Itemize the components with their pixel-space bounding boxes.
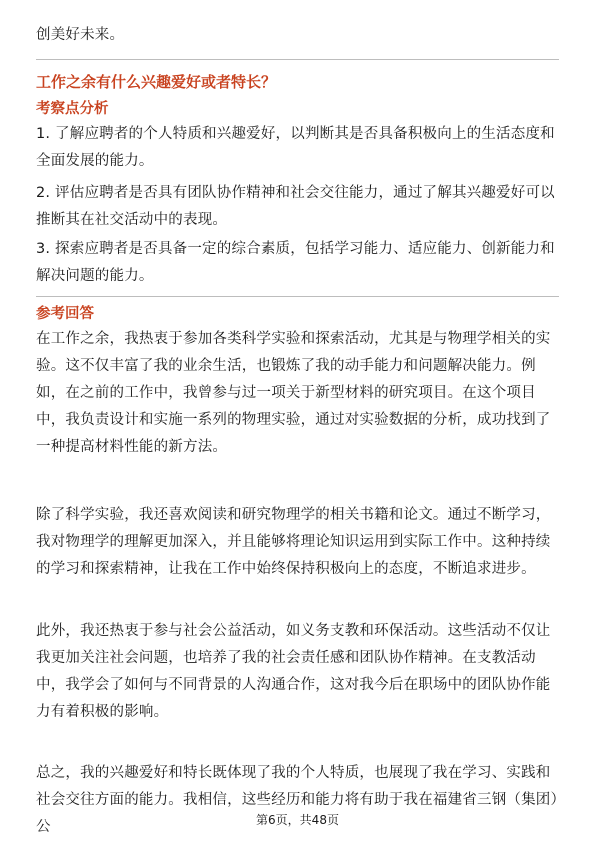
section-divider xyxy=(36,296,559,297)
answer-paragraph-3: 此外，我还热衷于参与社会公益活动，如义务支教和环保活动。这些活动不仅让我更加关注社会问题，也培养了我的社会责任感和团队协作精神。在支教活动中，我学会了如何与不同背景的人沟通合作，这对我今后在职场中的团队协作能力有着积极的影响。 xyxy=(36,623,551,720)
section-divider xyxy=(36,59,559,60)
answer-paragraph-1: 在工作之余，我热衷于参加各类科学实验和探索活动，尤其是与物理学相关的实验。这不仅丰富了我的业余生活，也锻炼了我的动手能力和问题解决能力。例如，在之前的工作中，我曾参与过一项关于新型材料的研究项目。在这个项目中，我负责设计和实施一系列的物理实验，通过对实验数据的分析，成功找到了一种提高材料性能的新方法。 xyxy=(36,331,551,455)
analysis-heading: 考察点分析 xyxy=(36,101,109,117)
analysis-point-1: 1. 了解应聘者的个人特质和兴趣爱好，以判断其是否具备积极向上的生活态度和全面发展的能力。 xyxy=(36,126,555,169)
answer-heading: 参考回答 xyxy=(36,306,94,322)
answer-paragraph-4: 总之，我的兴趣爱好和特长既体现了我的个人特质，也展现了我在学习、实践和社会交往方面的能力。我相信，这些经历和能力将有助于我在福建省三钢（集团）公 xyxy=(36,765,558,835)
page-number: 第6页，共48页 xyxy=(256,813,339,827)
previous-answer-tail: 创美好未来。 xyxy=(36,27,125,43)
question-heading: 工作之余有什么兴趣爱好或者特长？ xyxy=(36,73,277,91)
analysis-point-2: 2. 评估应聘者是否具有团队协作精神和社会交往能力，通过了解其兴趣爱好可以推断其在社交活动中的表现。 xyxy=(36,185,555,228)
analysis-point-3: 3. 探索应聘者是否具备一定的综合素质，包括学习能力、适应能力、创新能力和解决问题的能力。 xyxy=(36,241,555,284)
answer-paragraph-2: 除了科学实验，我还喜欢阅读和研究物理学的相关书籍和论文。通过不断学习，我对物理学的理解更加深入，并且能够将理论知识运用到实际工作中。这种持续的学习和探索精神，让我在工作中始终保持积极向上的态度，不断追求进步。 xyxy=(36,507,551,577)
